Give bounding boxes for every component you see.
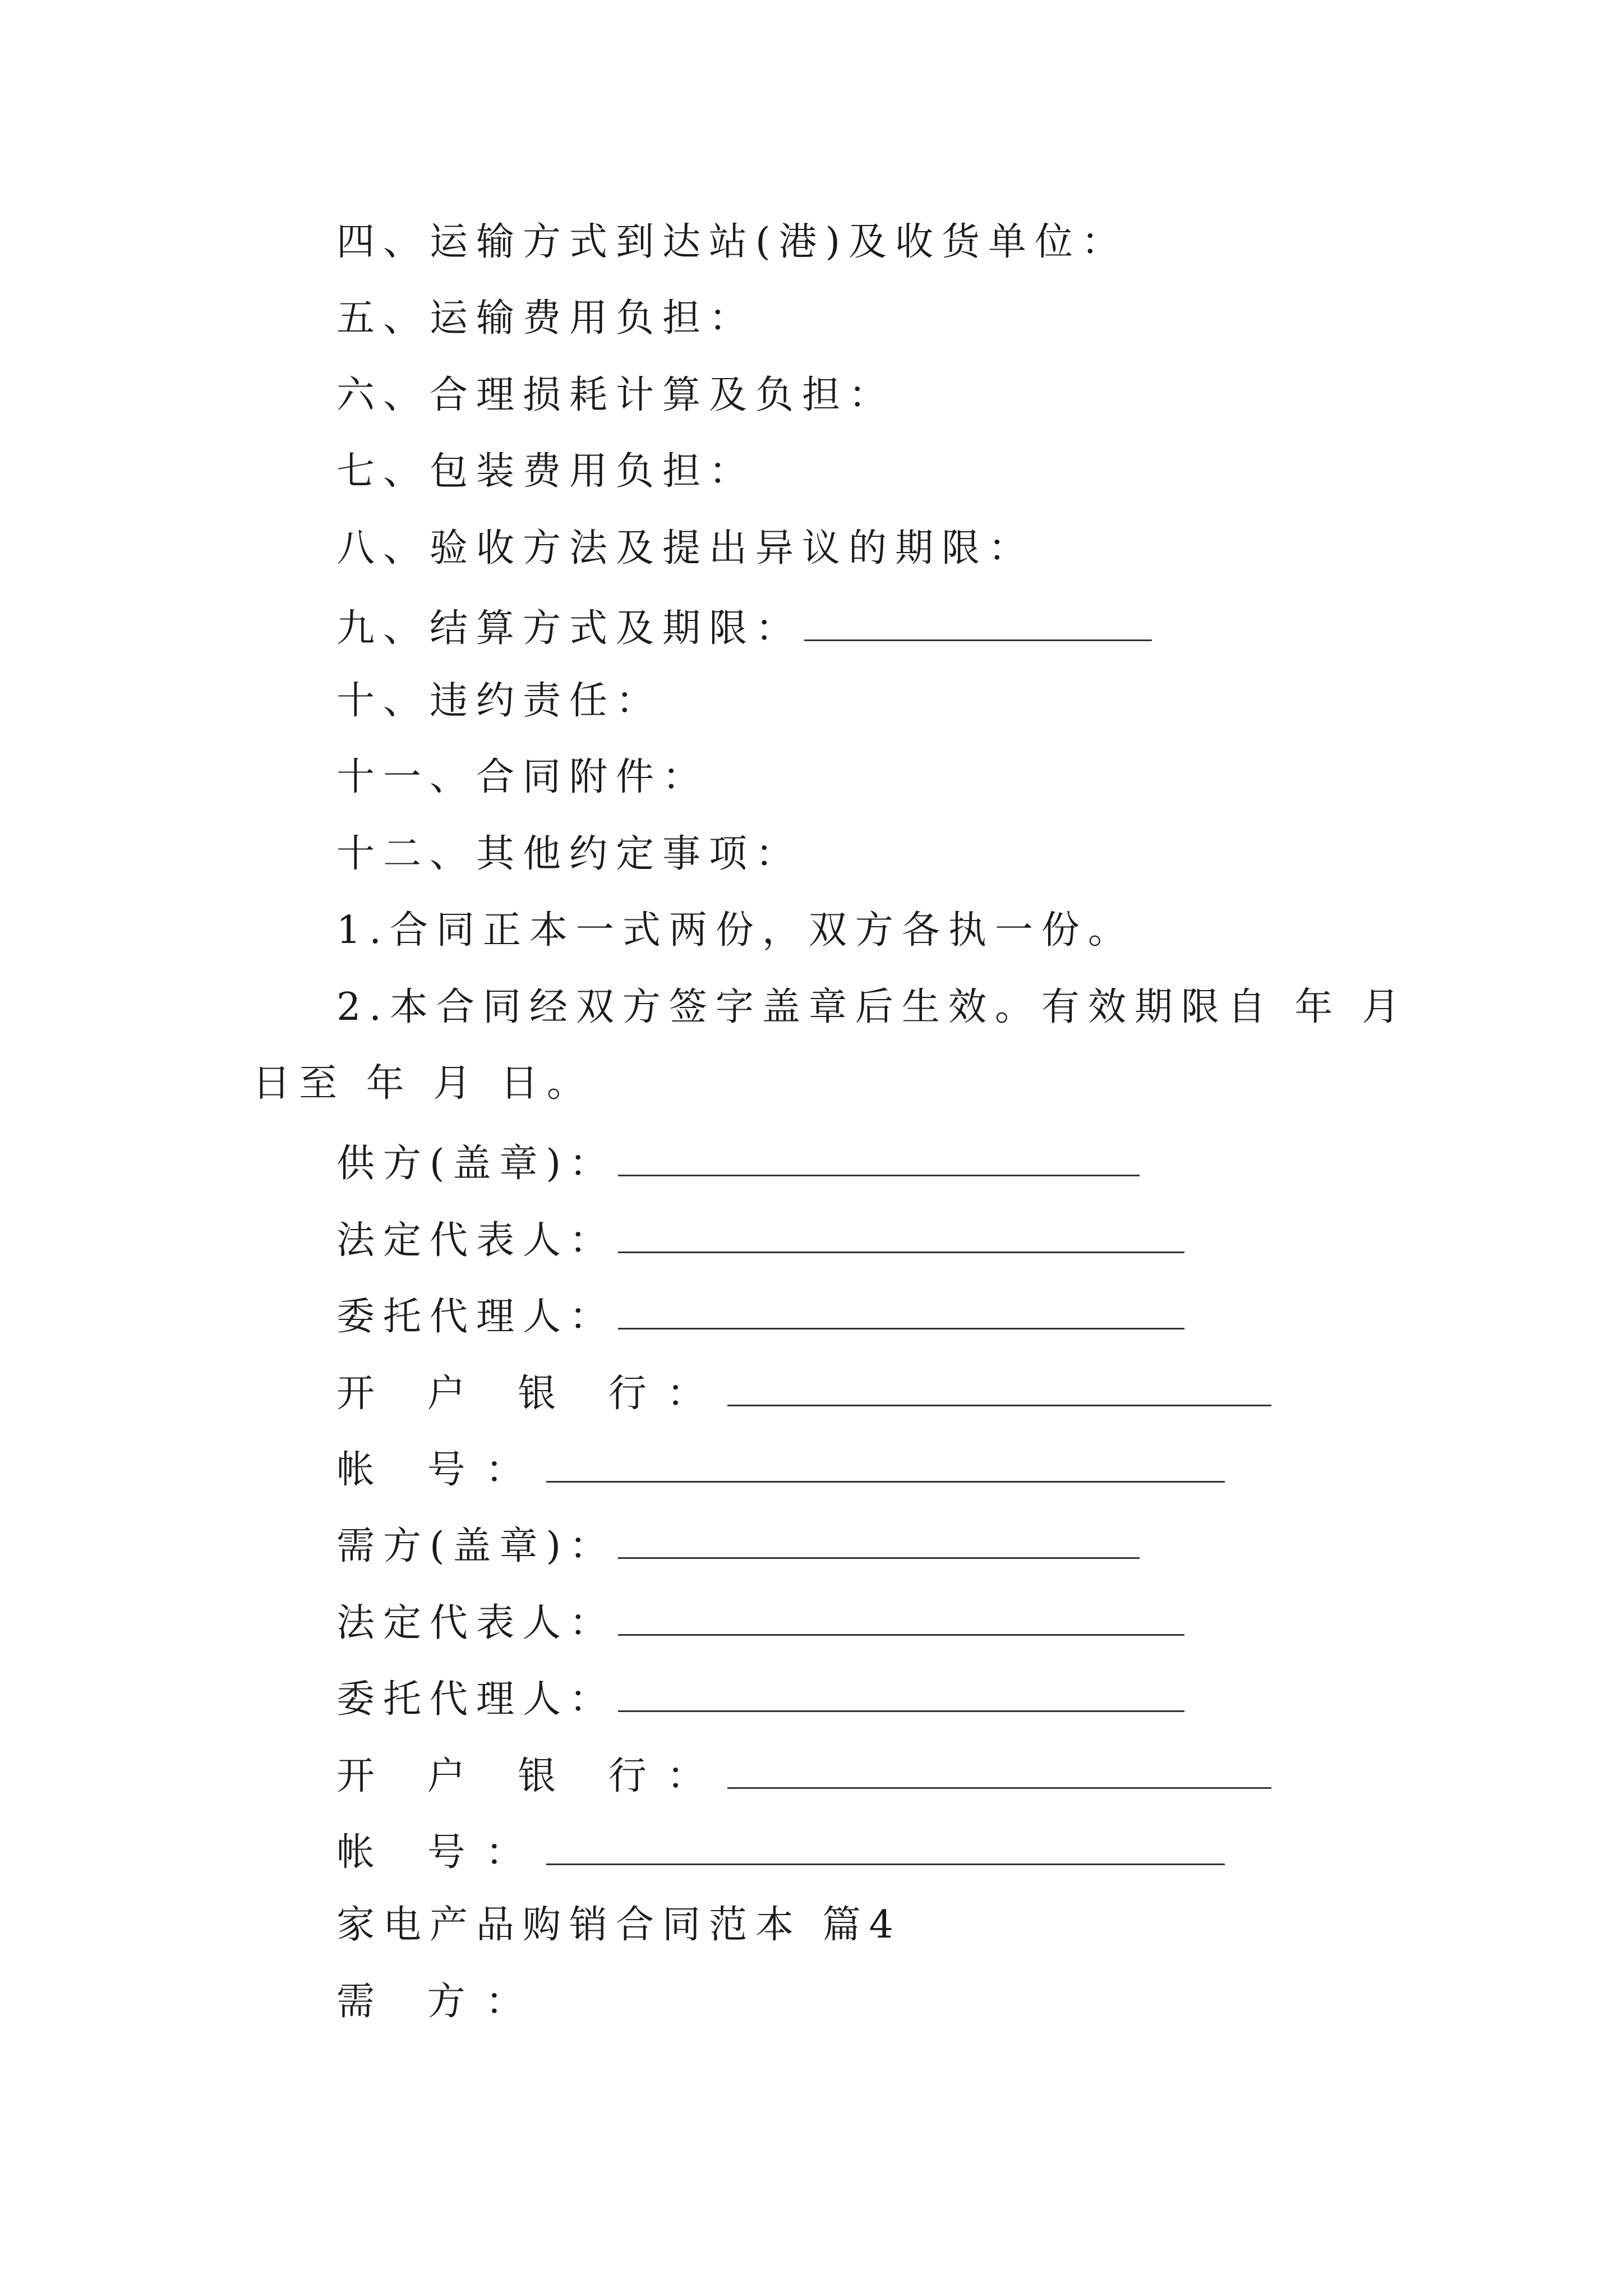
supplier-legal-rep-field[interactable] xyxy=(618,1218,1184,1253)
supplier-legal-rep-label: 法定代表人： xyxy=(336,1218,616,1263)
buyer-account-row xyxy=(336,1830,1225,1875)
section-title: 家电产品购销合同范本 篇4 xyxy=(336,1903,902,1947)
supplier-account-label: 帐 号： xyxy=(336,1448,544,1492)
buyer-legal-rep-label: 法定代表人： xyxy=(336,1601,616,1645)
buyer-agent-field[interactable] xyxy=(618,1677,1184,1712)
buyer-agent-label: 委托代理人： xyxy=(336,1677,616,1722)
clause-6: 六、合理损耗计算及负担： xyxy=(336,373,896,417)
buyer-legal-rep-field[interactable] xyxy=(618,1600,1184,1636)
clause-4: 四、运输方式到达站(港)及收货单位： xyxy=(336,220,1128,264)
clause-12: 十二、其他约定事项： xyxy=(336,832,803,876)
buyer-account-label: 帐 号： xyxy=(336,1830,544,1875)
next-party-label: 需 方： xyxy=(336,1980,544,2024)
supplier-seal-label: 供方(盖章)： xyxy=(336,1142,616,1186)
supplier-agent-row xyxy=(336,1294,1184,1339)
buyer-account-field[interactable] xyxy=(546,1830,1225,1865)
supplier-legal-rep-row xyxy=(336,1218,1184,1263)
clause-9-row xyxy=(336,606,1152,651)
supplier-seal-row xyxy=(336,1141,1140,1186)
clause-7: 七、包装费用负担： xyxy=(336,449,756,494)
supplier-agent-field[interactable] xyxy=(618,1294,1184,1329)
supplier-bank-field[interactable] xyxy=(727,1371,1271,1406)
clause-9-blank[interactable] xyxy=(804,606,1152,641)
buyer-agent-row xyxy=(336,1677,1184,1722)
clause-5: 五、运输费用负担： xyxy=(336,296,756,341)
supplier-agent-label: 委托代理人： xyxy=(336,1295,616,1339)
clause-10: 十、违约责任： xyxy=(336,679,663,723)
buyer-bank-row xyxy=(336,1754,1271,1796)
buyer-seal-field[interactable] xyxy=(618,1524,1140,1559)
buyer-bank-field[interactable] xyxy=(727,1754,1271,1789)
clause-11: 十一、合同附件： xyxy=(336,755,709,799)
clause-9: 九、结算方式及期限： xyxy=(336,606,803,651)
supplier-account-row xyxy=(336,1447,1225,1492)
buyer-seal-row xyxy=(336,1524,1140,1566)
clause-12-item-2: 2.本合同经双方签字盖章后生效。有效期限自 年 月 xyxy=(336,985,1409,1029)
buyer-legal-rep-row xyxy=(336,1600,1184,1645)
buyer-seal-label: 需方(盖章)： xyxy=(336,1524,616,1568)
clause-12-item-1: 1.合同正本一式两份，双方各执一份。 xyxy=(336,908,1135,953)
clause-8: 八、验收方法及提出异议的期限： xyxy=(336,526,1035,570)
supplier-account-field[interactable] xyxy=(546,1447,1225,1483)
supplier-seal-field[interactable] xyxy=(618,1141,1140,1176)
supplier-bank-label: 开 户 银 行： xyxy=(336,1372,725,1416)
buyer-bank-label: 开 户 银 行： xyxy=(336,1754,725,1798)
clause-12-item-2-cont: 日至 年 月 日。 xyxy=(252,1061,593,1106)
supplier-bank-row xyxy=(336,1371,1271,1416)
